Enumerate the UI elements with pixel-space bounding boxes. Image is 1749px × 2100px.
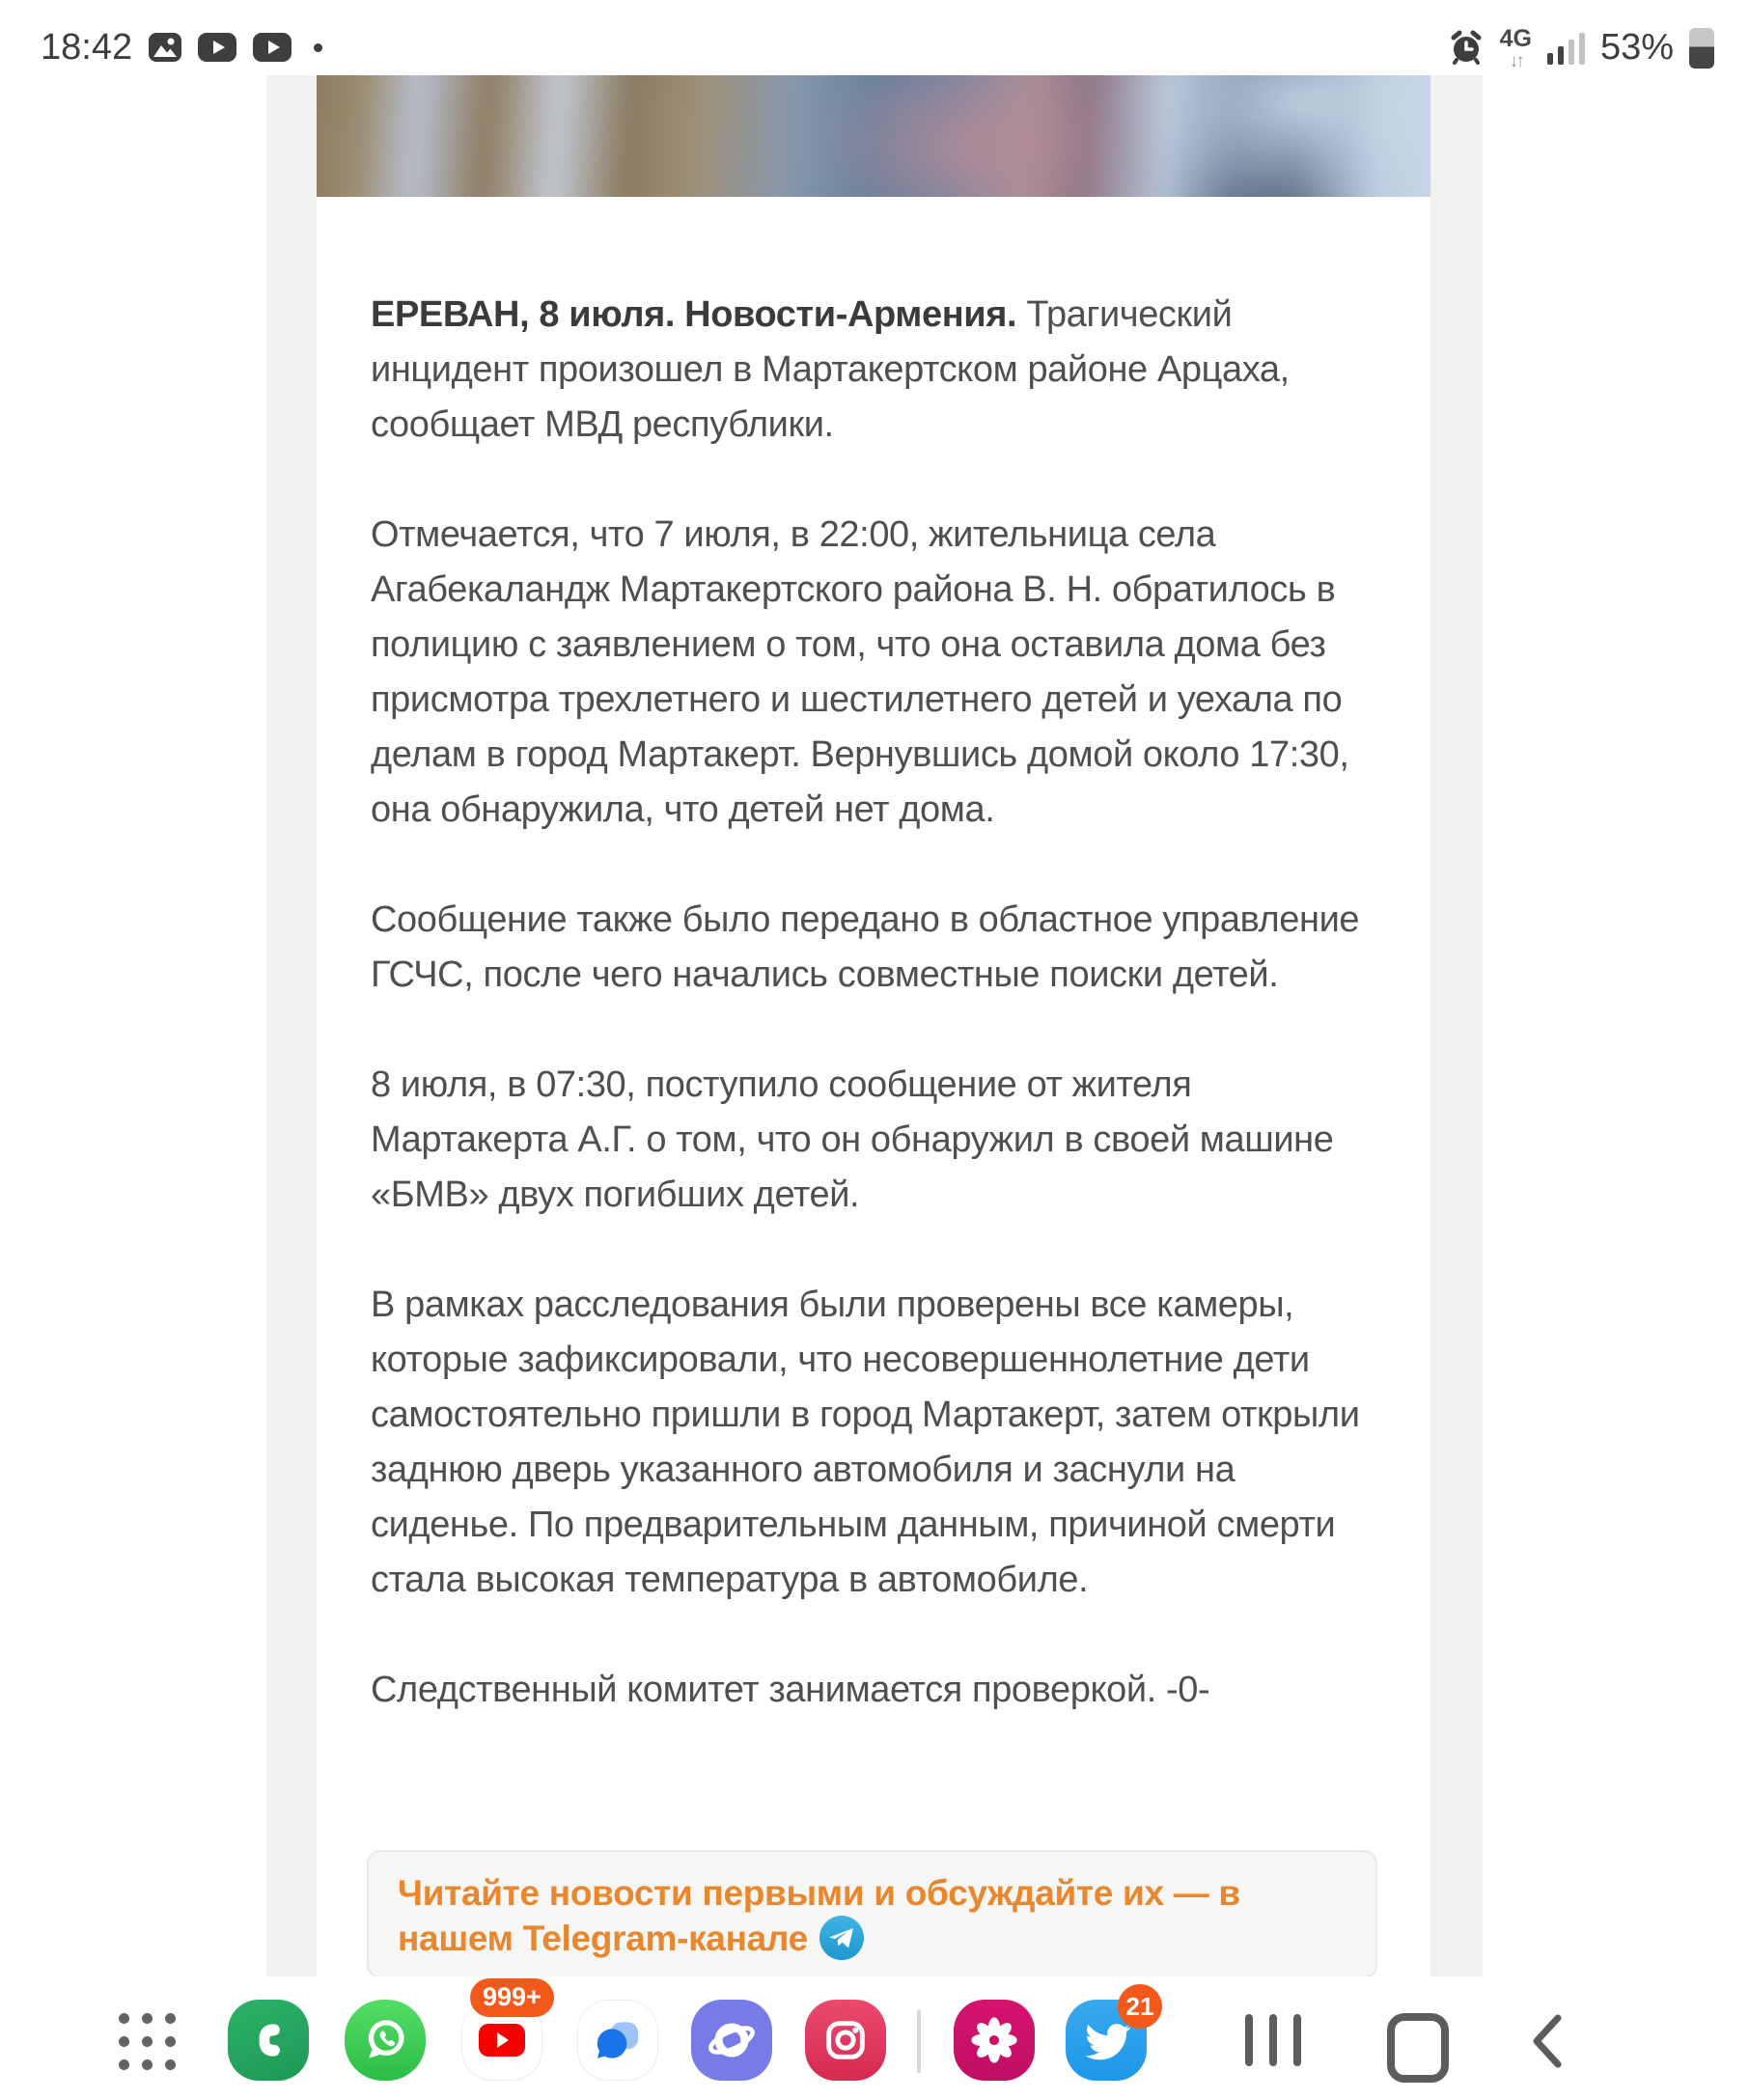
article-paragraph: Следственный комитет занимается проверкой. -0- bbox=[371, 1670, 1210, 1710]
telegram-icon[interactable] bbox=[819, 1916, 864, 1960]
network-arrows-icon: ↓↑ bbox=[1509, 50, 1522, 71]
article-paragraph: 8 июля, в 07:30, поступило сообщение от жителя Мартакерта А.Г. о том, что он обнаружил в своей машине «БМВ» двух погибших детей. bbox=[371, 1064, 1334, 1215]
instagram-app-icon[interactable] bbox=[805, 2000, 886, 2081]
alarm-icon bbox=[1448, 29, 1485, 66]
messages-app-icon[interactable] bbox=[577, 2000, 658, 2081]
status-bar-right bbox=[1448, 25, 1714, 70]
youtube-play-glyph bbox=[479, 2024, 525, 2057]
nav-recents-button[interactable] bbox=[1245, 2014, 1301, 2066]
telegram-banner[interactable] bbox=[367, 1850, 1377, 1976]
nav-back-button[interactable] bbox=[1527, 2012, 1569, 2075]
article-paragraph: Сообщение также было передано в областное управление ГСЧС, после чего начались совместные поиски детей. bbox=[371, 899, 1360, 995]
signal-bars-icon bbox=[1547, 32, 1585, 65]
article-lead-bold: ЕРЕВАН, 8 июля. Новости-Армения. bbox=[371, 294, 1017, 335]
youtube-notification-badge: 999+ bbox=[470, 1978, 554, 2017]
network-indicator bbox=[1499, 24, 1532, 71]
article-text bbox=[371, 288, 1390, 1826]
telegram-banner-link[interactable]: Читайте новости первыми и обсуждайте их — в нашем Telegram-канале bbox=[398, 1873, 1240, 1958]
article-lead-rest: Трагический инцидент произошел в Мартакертском районе Арцаха, сообщает МВД республики. bbox=[371, 294, 1290, 445]
article-content bbox=[317, 197, 1430, 1976]
whatsapp-app-icon[interactable] bbox=[345, 2000, 426, 2081]
samsung-internet-app-icon[interactable] bbox=[691, 2000, 772, 2081]
app-drawer-button[interactable] bbox=[119, 2013, 177, 2071]
nav-home-button[interactable] bbox=[1387, 2013, 1449, 2083]
article-photo-blur bbox=[317, 75, 1430, 197]
status-bar-left bbox=[41, 27, 322, 69]
article-lead-paragraph bbox=[371, 288, 1390, 453]
twitter-app-icon[interactable] bbox=[1066, 1992, 1154, 2081]
more-notifications-dot bbox=[314, 43, 322, 52]
battery-percent-text: 53% bbox=[1599, 26, 1674, 68]
gallery-icon bbox=[149, 33, 181, 62]
status-bar bbox=[0, 0, 1749, 77]
article-photo[interactable] bbox=[317, 75, 1430, 197]
phone-app-icon[interactable] bbox=[228, 2000, 309, 2081]
article-card bbox=[317, 75, 1430, 1976]
youtube-play-icon bbox=[198, 33, 236, 62]
battery-icon bbox=[1689, 28, 1714, 69]
article-paragraph: Отмечается, что 7 июля, в 22:00, жительница села Агабекаландж Мартакертского района В. Н. обратилось в полицию с заявлением о том, что она оставила дома без присмотра трехлетнего и шестилетнего детей и уехала по делам в город Мартакерт. Вернувшись домой около 17:30, она обнаружила, что детей нет дома. bbox=[371, 514, 1349, 830]
youtube-app-icon[interactable] bbox=[461, 1982, 542, 2081]
webpage-background bbox=[266, 75, 1483, 1976]
youtube-play-icon bbox=[253, 33, 292, 62]
twitter-notification-badge: 21 bbox=[1118, 1984, 1162, 2029]
gallery-app-icon[interactable] bbox=[954, 2000, 1035, 2081]
network-type-label: 4G bbox=[1499, 24, 1532, 52]
dock-divider bbox=[917, 2009, 921, 2073]
clock-text: 18:42 bbox=[41, 26, 133, 68]
article-paragraph: В рамках расследования были проверены все камеры, которые зафиксировали, что несовершеннолетние дети самостоятельно пришли в город Мартакерт, затем открыли заднюю дверь указанного автомобиля и заснули на сиденье. По предварительным данным, причиной смерти стала высокая температура в автомобиле. bbox=[371, 1285, 1360, 1600]
